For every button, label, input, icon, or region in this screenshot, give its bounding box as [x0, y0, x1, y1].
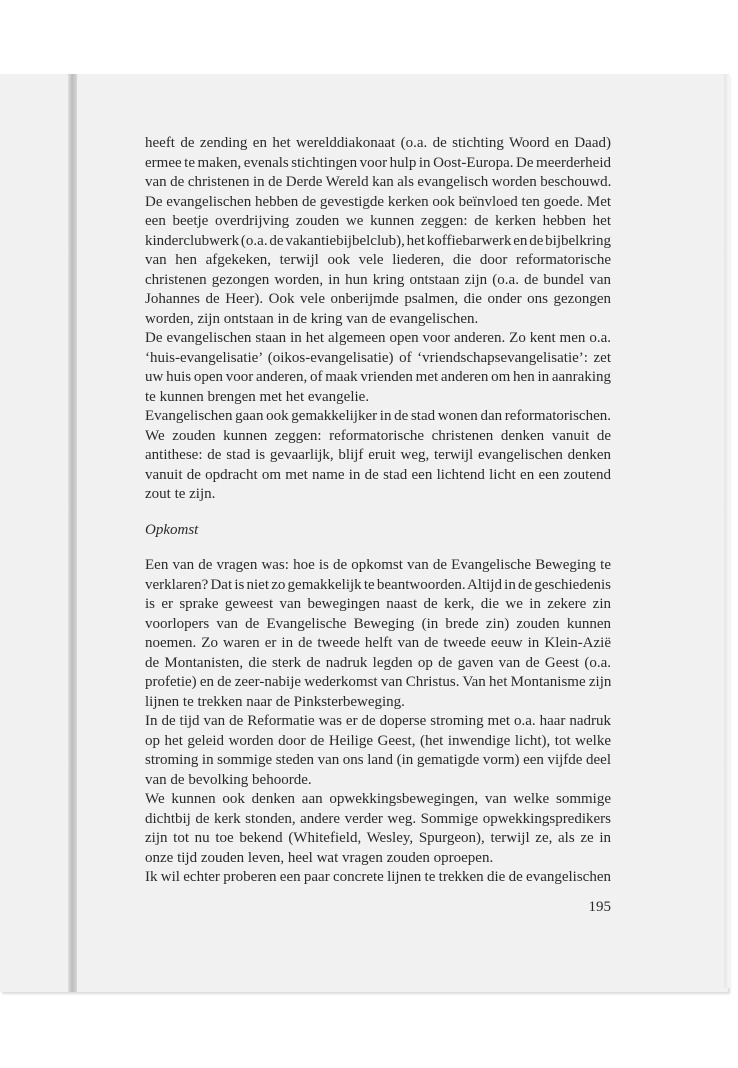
text-line: christenen gezongen worden, in hun kring ontstaan zijn (o.a. de bundel van — [145, 271, 611, 288]
text-line: op het geleid worden door de Heilige Geest, (het inwendige licht), tot welke — [145, 732, 611, 749]
text-line: We zouden kunnen zeggen: reformatorische christenen denken vanuit de — [145, 427, 611, 444]
section-heading: Opkomst — [145, 521, 199, 538]
text-line: te kunnen brengen met het evangelie. — [145, 388, 370, 405]
text-line: worden, zijn ontstaan in de kring van de evangelischen. — [145, 310, 479, 327]
text-line: Ik wil echter proberen een paar concrete lijnen te trekken die de evangelischen — [145, 869, 611, 885]
text-line: Johannes de Heer). Ook vele onberijmde psalmen, die onder ons gezongen — [145, 291, 611, 307]
paragraph — [145, 556, 611, 712]
paragraph — [145, 712, 611, 790]
text-line: noemen. Zo waren er in de tweede helft van de tweede eeuw in Klein-Azië — [145, 635, 611, 651]
text-line: dichtbij de kerk stonden, andere verder weg. Sommige opwekkingspredikers — [145, 810, 611, 827]
text-line: We kunnen ook denken aan opwekkingsbewegingen, van welke sommige — [145, 791, 611, 807]
text-line: zout te zijn. — [145, 486, 216, 502]
text-line: lijnen te trekken naar de Pinksterbeweging. — [145, 693, 405, 710]
text-line: de Montanisten, die sterk de nadruk legden op de gaven van de Geest (o.a. — [145, 654, 611, 671]
text-line: vanuit de opdracht om met name in de stad een lichtend licht en een zoutend — [145, 466, 611, 483]
paragraph — [145, 134, 611, 193]
text-line: antithese: de stad is gevaarlijk, blijf eruit weg, terwijl evangelischen denken — [145, 447, 611, 463]
text-line: van hen afgekeken, terwijl ook vele liederen, die door reformatorische — [145, 252, 611, 268]
page-number: 195 — [588, 899, 611, 915]
text-line: van de christenen in de Derde Wereld kan als evangelisch worden beschouwd. — [145, 174, 612, 190]
text-line: uw huis open voor anderen, of maak vrienden met anderen om hen in aanraking — [145, 369, 612, 385]
text-line: heeft de zending en het werelddiakonaat (o.a. de stichting Woord en Daad) — [145, 135, 611, 151]
text-line: voorlopers van de Evangelische Beweging (in brede zin) zouden kunnen — [145, 615, 611, 632]
page-edge — [724, 74, 730, 988]
text-line: van de bevolking behoorde. — [145, 771, 312, 788]
paragraph — [145, 407, 611, 505]
text-line: De evangelischen hebben de gevestigde kerken ook beïnvloed ten goede. Met — [145, 193, 612, 210]
text-line: stroming in sommige steden van ons land (in gematigde vorm) een vijfde deel — [145, 752, 611, 768]
text-line: zijn tot nu toe bekend (Whitefield, Wesley, Spurgeon), terwijl ze, als ze in — [145, 830, 611, 846]
paragraph — [145, 193, 611, 330]
body-text — [145, 134, 611, 888]
text-line: onze tijd zouden leven, heel wat vragen zouden oproepen. — [145, 849, 494, 866]
text-line: profetie) en de zeer-nabije wederkomst van Christus. Van het Montanisme zijn — [145, 674, 612, 690]
text-line: een beetje overdrijving zouden we kunnen zeggen: de kerken hebben het — [145, 213, 611, 229]
text-line: kinderclubwerk (o.a. de vakantiebijbelclub), het koffiebarwerk en de bijbelkring — [145, 232, 611, 249]
text-line: De evangelischen staan in het algemeen open voor anderen. Zo kent men o.a. — [145, 330, 611, 346]
text-line: In de tijd van de Reformatie was er de doperse stroming met o.a. haar nadruk — [145, 713, 611, 729]
text-line: verklaren? Dat is niet zo gemakkelijk te beantwoorden. Altijd in de geschiedenis — [145, 576, 611, 593]
book-gutter-shadow — [68, 74, 77, 992]
paragraph — [145, 329, 611, 407]
text-line: ‘huis-evangelisatie’ (oikos-evangelisatie) of ‘vriendschapsevangelisatie’: zet — [145, 349, 611, 366]
text-line: Een van de vragen was: hoe is de opkomst van de Evangelische Beweging te — [145, 557, 611, 573]
paragraph — [145, 868, 611, 888]
paragraph — [145, 790, 611, 868]
text-line: Evangelischen gaan ook gemakkelijker in de stad wonen dan reformatorischen. — [145, 408, 611, 424]
text-line: is er sprake geweest van bewegingen naast de kerk, die we in zekere zin — [145, 596, 611, 612]
text-line: ermee te maken, evenals stichtingen voor hulp in Oost-Europa. De meerderheid — [145, 154, 611, 171]
